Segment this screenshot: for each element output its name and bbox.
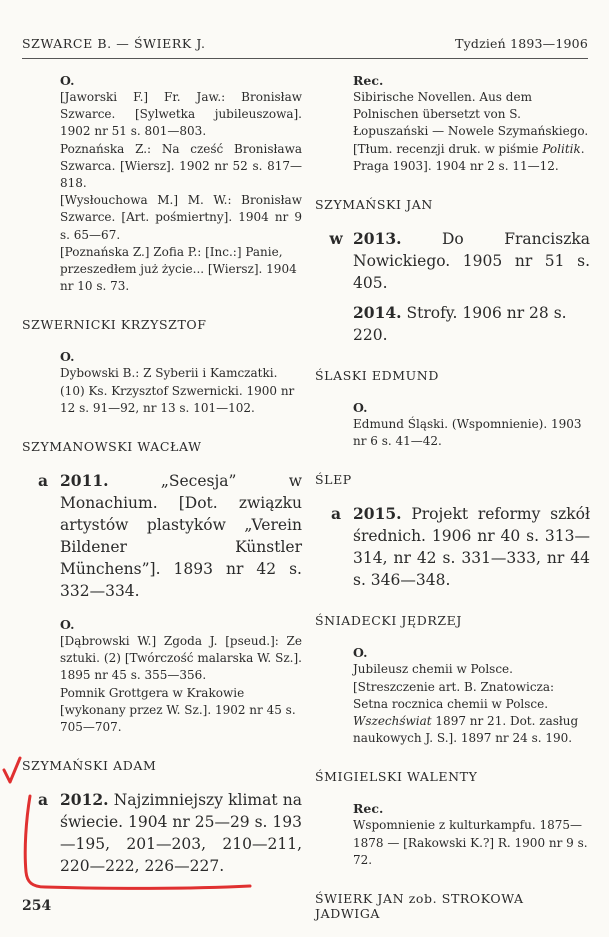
heading-slaski: ŚLASKI EDMUND — [315, 368, 439, 384]
entry-2013 — [315, 228, 590, 294]
bib-item: Edmund Śląski. (Wspomnienie). 1903 nr 6 s. 41—42. — [353, 417, 582, 449]
o-tag: O. — [60, 73, 75, 88]
entry-letter: a — [37, 471, 49, 491]
entry-number: 2011. — [60, 471, 109, 491]
bib-item: Poznańska Z.: Na cześć Bronisława Szwarca. [Wiersz]. 1902 nr 52 s. 817—818. — [60, 141, 302, 191]
heading-szymanowski: SZYMANOWSKI WACŁAW — [22, 439, 202, 455]
entry-text: Do Franciszka Nowickiego. 1905 nr 51 s. 405. — [353, 230, 590, 293]
entry-number: 2015. — [353, 504, 402, 524]
bib-item: [Jaworski F.] Fr. Jaw.: Bronisław Szwarce. [Sylwetka jubileuszowa]. 1902 nr 51 s. 801—803. — [60, 90, 302, 139]
o-tag: O. — [353, 400, 368, 416]
o-tag: O. — [60, 349, 75, 365]
bib-item: Jubileusz chemii w Polsce. [Streszczenie art. B. Znatowicza: Setna rocznica chemii w Polsce. Wszechświat 1897 nr 21. Dot. zasług naukowych J. S.]. 1897 nr 24 s. 190. — [353, 662, 579, 746]
rec-block-szymanski — [315, 72, 590, 175]
entry-text: „Secesja” w Monachium. [Dot. związku artystów plastyków „Verein Bildener Künstler Münchens”]. 1893 nr 42 s. 332—334. — [60, 472, 302, 601]
entry-text: Projekt reformy szkół średnich. 1906 nr 40 s. 313—314, nr 42 s. 331—333, nr 44 s. 346—348. — [353, 505, 590, 590]
right-column — [315, 72, 590, 937]
journal-title: Politik — [542, 141, 581, 156]
heading-szymanski-jan: SZYMAŃSKI JAN — [315, 197, 433, 213]
bib-item: Sibirische Novellen. Aus dem Polnischen übersetzt von S. Łopuszański — Nowele Szymańskiego. [Tłum. recenzji druk. w piśmie Politik. Praga 1903]. 1904 nr 2 s. 11—12. — [353, 90, 589, 173]
entry-2011 — [22, 470, 302, 602]
entry-2015 — [315, 503, 590, 591]
header-title: Tydzień 1893—1906 — [455, 36, 588, 51]
o-tag: O. — [60, 617, 75, 633]
o-block-sniadecki — [315, 644, 590, 747]
o-block-szwarce — [22, 72, 302, 295]
entry-text: Najzimniejszy klimat na świecie. 1904 nr 25—29 s. 193—195, 201—203, 210—211, 220—222, 226—227. — [60, 791, 302, 876]
entry-letter: a — [330, 504, 342, 524]
bib-item: [Poznańska Z.] Zofia P.: [Inc.:] Panie, przeszedłem już życie... [Wiersz]. 1904 nr 10 s. 73. — [60, 244, 297, 294]
bib-item: Dybowski B.: Z Syberii i Kamczatki. (10) Ks. Krzysztof Szwernicki. 1900 nr 12 s. 91—92, nr 13 s. 101—102. — [60, 366, 295, 415]
entry-2014 — [315, 302, 590, 346]
rec-block-smigielski — [315, 800, 590, 869]
entry-number: 2012. — [60, 790, 109, 810]
entry-2012 — [22, 789, 302, 877]
o-block-szwernicki — [22, 348, 302, 417]
entry-number: 2013. — [353, 229, 402, 249]
bib-item: [Dąbrowski W.] Zgoda J. [pseud.]: Ze sztuki. (2) [Twórczość malarska W. Sz.]. 1895 nr 45 s. 355—356. — [60, 634, 302, 683]
rec-tag: Rec. — [353, 73, 384, 88]
bib-item: Pomnik Grottgera w Krakowie [wykonany przez W. Sz.]. 1902 nr 45 s. 705—707. — [60, 685, 296, 735]
header-rule — [22, 58, 588, 59]
journal-title: Wszechświat — [353, 714, 432, 729]
header-names: SZWARCE B. — ŚWIERK J. — [22, 36, 206, 51]
entry-number: 2014. — [353, 303, 402, 323]
page-number: 254 — [22, 898, 52, 914]
o-block-slaski — [315, 399, 590, 450]
heading-sniadecki: ŚNIADECKI JĘDRZEJ — [315, 613, 463, 629]
bib-item: [Wysłouchowa M.] M. W.: Bronisław Szwarce. [Art. pośmiertny]. 1904 nr 9 s. 65—67. — [60, 193, 302, 242]
left-column — [22, 72, 302, 877]
rec-tag: Rec. — [353, 801, 384, 817]
o-tag: O. — [353, 645, 368, 661]
bib-item: Wspomnienie z kulturkampfu. 1875—1878 — [Rakowski K.?] R. 1900 nr 9 s. 72. — [353, 818, 588, 867]
heading-szwernicki: SZWERNICKI KRZYSZTOF — [22, 317, 207, 333]
heading-swierk: ŚWIERK JAN zob. STROKOWA JADWIGA — [315, 891, 524, 922]
entry-letter: a — [37, 790, 49, 810]
heading-szymanski-adam: SZYMAŃSKI ADAM — [22, 758, 157, 774]
heading-smigielski: ŚMIGIELSKI WALENTY — [315, 769, 478, 785]
entry-letter: w — [329, 229, 343, 249]
o-block-szymanowski — [22, 616, 302, 736]
heading-slep: ŚLEP — [315, 472, 352, 488]
entry-text: Strofy. 1906 nr 28 s. 220. — [353, 304, 567, 345]
